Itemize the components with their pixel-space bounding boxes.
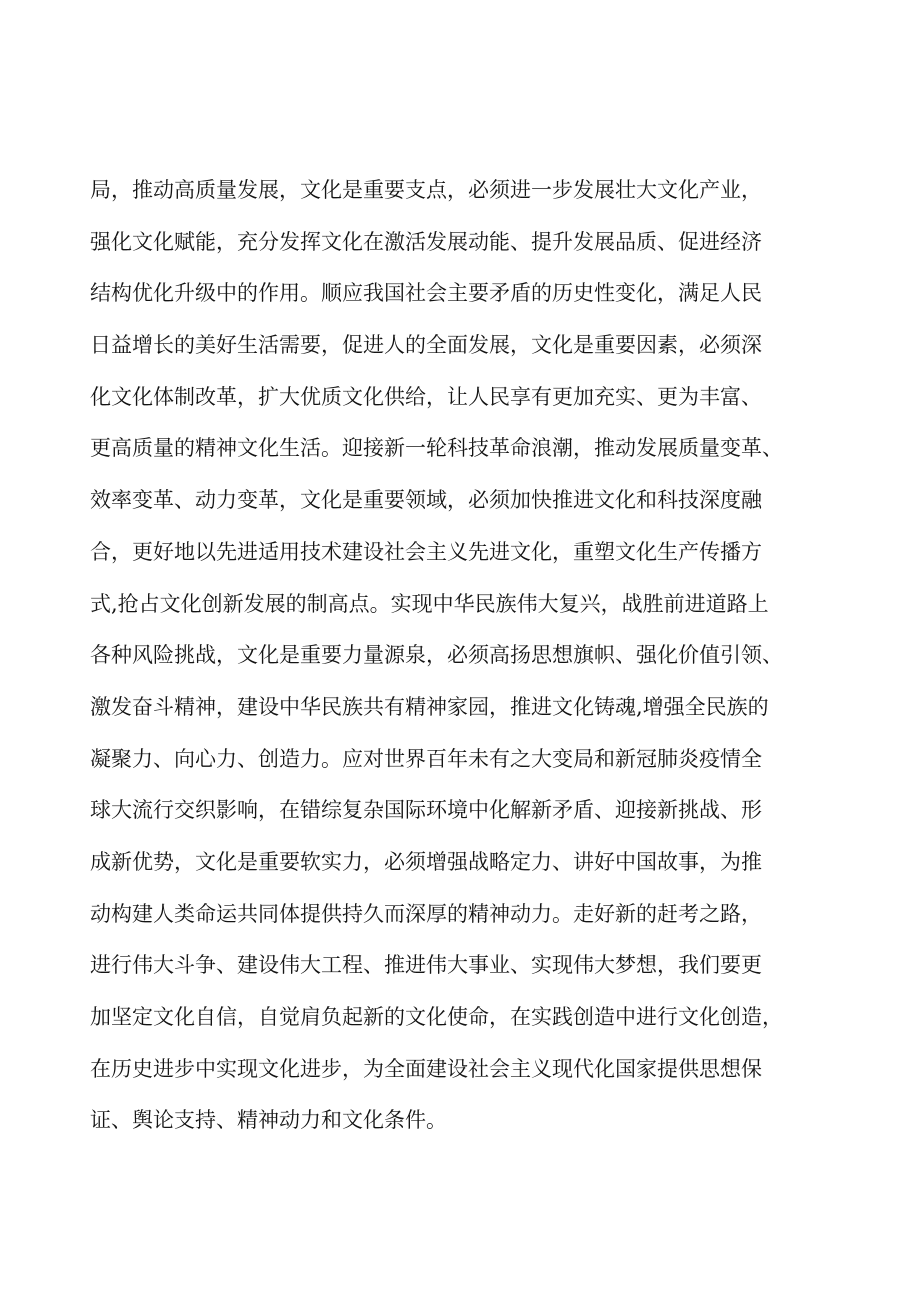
text-line: 合，更好地以先进适用技术建设社会主义先进文化，重塑文化生产传播方 bbox=[90, 539, 762, 564]
text-line: 各种风险挑战，文化是重要力量源泉，必须高扬思想旗帜、强化价值引领、 bbox=[90, 643, 783, 668]
text-line: 球大流行交织影响，在错综复杂国际环境中化解新矛盾、迎接新挑战、形 bbox=[90, 798, 762, 823]
text-line: 局，推动高质量发展，文化是重要支点，必须进一步发展壮大文化产业， bbox=[90, 178, 762, 202]
text-line: 成新优势，文化是重要软实力，必须增强战略定力、讲好中国故事，为推 bbox=[90, 849, 762, 874]
text-line: 证、舆论支持、精神动力和文化条件。 bbox=[90, 1108, 447, 1133]
text-line: 动构建人类命运共同体提供持久而深厚的精神动力。走好新的赶考之路， bbox=[90, 901, 762, 926]
body-paragraph bbox=[90, 165, 860, 1147]
text-line: 化文化体制改革，扩大优质文化供给，让人民享有更加充实、更为丰富、 bbox=[90, 384, 762, 409]
text-line: 凝聚力、向心力、创造力。应对世界百年未有之大变局和新冠肺炎疫情全 bbox=[90, 746, 762, 771]
text-line: 效率变革、动力变革，文化是重要领域，必须加快推进文化和科技深度融 bbox=[90, 488, 762, 513]
text-line: 结构优化升级中的作用。顺应我国社会主要矛盾的历史性变化，满足人民 bbox=[90, 281, 762, 306]
text-line: 式,抢占文化创新发展的制高点。实现中华民族伟大复兴，战胜前进道路上 bbox=[90, 591, 769, 616]
text-line: 强化文化赋能，充分发挥文化在激活发展动能、提升发展品质、促进经济 bbox=[90, 229, 762, 254]
text-line: 日益增长的美好生活需要，促进人的全面发展，文化是重要因素，必须深 bbox=[90, 333, 762, 358]
text-line: 进行伟大斗争、建设伟大工程、推进伟大事业、实现伟大梦想，我们要更 bbox=[90, 953, 762, 978]
text-line: 更高质量的精神文化生活。迎接新一轮科技革命浪潮，推动发展质量变革、 bbox=[90, 436, 783, 461]
text-line: 在历史进步中实现文化进步，为全面建设社会主义现代化国家提供思想保 bbox=[90, 1056, 762, 1081]
text-line: 加坚定文化自信，自觉肩负起新的文化使命，在实践创造中进行文化创造， bbox=[90, 1005, 783, 1029]
text-line: 激发奋斗精神，建设中华民族共有精神家园，推进文化铸魂,增强全民族的 bbox=[90, 694, 769, 719]
